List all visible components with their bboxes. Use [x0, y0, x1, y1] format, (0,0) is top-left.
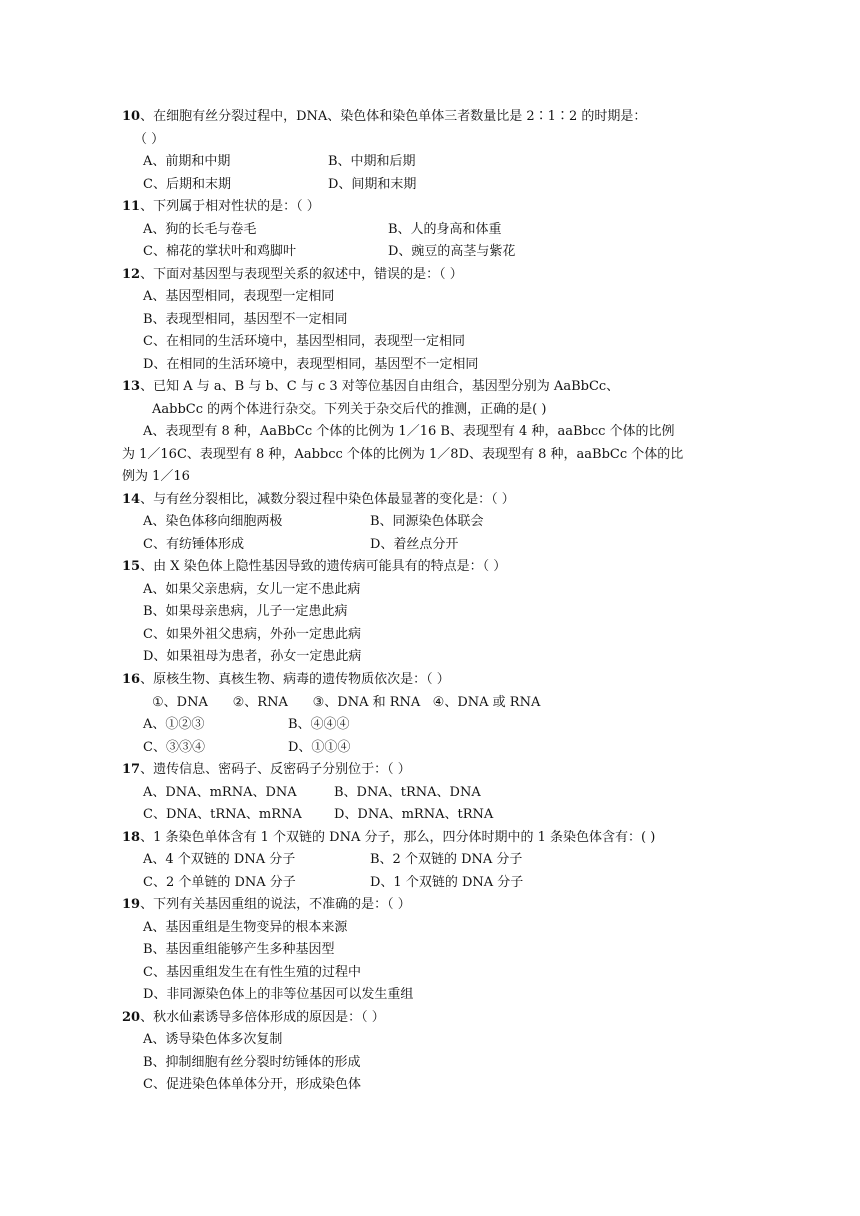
- option-a: A、基因型相同，表现型一定相同: [143, 289, 335, 304]
- option-d: D、间期和末期: [328, 177, 417, 192]
- option-c: C、DNA、tRNA、mRNA: [143, 807, 302, 822]
- question-text: 、秋水仙素诱导多倍体形成的原因是：（ ）: [140, 1010, 385, 1025]
- question-10: [122, 108, 646, 126]
- question-text: 、下面对基因型与表现型关系的叙述中，错误的是：（ ）: [140, 267, 463, 282]
- question-number: 18: [122, 830, 141, 845]
- question-number: 13: [122, 379, 141, 394]
- option-a: A、狗的长毛与卷毛: [143, 222, 257, 237]
- question-text: 、原核生物、真核生物、病毒的遗传物质依次是：（ ）: [140, 672, 450, 687]
- option-c: C、2 个单链的 DNA 分子: [143, 875, 296, 890]
- option-c: C、有纺锤体形成: [143, 537, 244, 552]
- question-16: [122, 671, 450, 689]
- question-number: 19: [122, 897, 141, 912]
- option-b: B、抑制细胞有丝分裂时纺锤体的形成: [143, 1055, 361, 1070]
- question-cont: AabbCc 的两个体进行杂交。下列关于杂交后代的推测，正确的是( ): [152, 402, 547, 417]
- question-number: 12: [122, 267, 141, 282]
- option-a: A、4 个双链的 DNA 分子: [143, 852, 296, 867]
- sub-items: ①、DNA ②、RNA ③、DNA 和 RNA ④、DNA 或 RNA: [152, 695, 541, 710]
- option-d: D、1 个双链的 DNA 分子: [370, 875, 524, 890]
- question-text: 、已知 A 与 a、B 与 b、C 与 c 3 对等位基因自由组合，基因型分别为 AaBbCc、: [140, 379, 620, 394]
- option-c: C、促进染色体单体分开，形成染色体: [143, 1077, 361, 1092]
- question-text: 、在细胞有丝分裂过程中，DNA、染色体和染色单体三者数量比是 2∶1∶2 的时期是：: [140, 109, 647, 124]
- question-number: 14: [122, 492, 141, 507]
- option-b: B、中期和后期: [328, 154, 416, 169]
- option-c: C、③③④: [143, 740, 205, 755]
- question-18: [122, 829, 655, 847]
- option-c: C、基因重组发生在有性生殖的过程中: [143, 965, 361, 980]
- option-d: D、在相同的生活环境中，表现型相同，基因型不一定相同: [143, 357, 479, 372]
- option-b: B、如果母亲患病，儿子一定患此病: [143, 604, 348, 619]
- option-a: A、①②③: [143, 717, 205, 732]
- question-cont: （ ）: [134, 132, 165, 147]
- question-12: [122, 266, 463, 284]
- option-b: B、④④④: [288, 717, 350, 732]
- option-a: A、染色体移向细胞两极: [143, 514, 283, 529]
- option-line: A、表现型有 8 种，AaBbCc 个体的比例为 1／16 B、表现型有 4 种，aaBbcc 个体的比例: [143, 424, 675, 439]
- option-d: D、着丝点分开: [370, 537, 459, 552]
- question-text: 、与有丝分裂相比，减数分裂过程中染色体最显著的变化是：（ ）: [140, 492, 515, 507]
- option-d: D、豌豆的高茎与紫花: [388, 244, 516, 259]
- option-d: D、DNA、mRNA、tRNA: [334, 807, 494, 822]
- question-20: [122, 1009, 385, 1027]
- option-a: A、基因重组是生物变异的根本来源: [143, 920, 348, 935]
- option-a: A、诱导染色体多次复制: [143, 1032, 283, 1047]
- option-a: A、如果父亲患病，女儿一定不患此病: [143, 582, 361, 597]
- option-c: C、在相同的生活环境中，基因型相同，表现型一定相同: [143, 334, 465, 349]
- question-text: 、下列属于相对性状的是：（ ）: [140, 199, 320, 214]
- question-13: [122, 378, 619, 396]
- question-19: [122, 896, 411, 914]
- option-c: C、后期和末期: [143, 177, 231, 192]
- question-number: 11: [122, 199, 141, 214]
- option-line: 为 1／16C、表现型有 8 种，Aabbcc 个体的比例为 1／8D、表现型有 8 种，aaBbCc 个体的比: [122, 447, 684, 462]
- option-d: D、非同源染色体上的非等位基因可以发生重组: [143, 987, 414, 1002]
- question-number: 10: [122, 109, 141, 124]
- option-b: B、基因重组能够产生多种基因型: [143, 942, 335, 957]
- question-number: 17: [122, 762, 141, 777]
- question-number: 15: [122, 559, 141, 574]
- question-number: 20: [122, 1010, 141, 1025]
- option-a: A、DNA、mRNA、DNA: [143, 785, 297, 800]
- question-14: [122, 491, 515, 509]
- option-line: 例为 1／16: [122, 469, 190, 484]
- option-b: B、2 个双链的 DNA 分子: [370, 852, 523, 867]
- option-a: A、前期和中期: [143, 154, 231, 169]
- question-15: [122, 558, 506, 576]
- option-d: D、如果祖母为患者，孙女一定患此病: [143, 649, 362, 664]
- option-b: B、人的身高和体重: [388, 222, 502, 237]
- question-17: [122, 761, 411, 779]
- question-text: 、遗传信息、密码子、反密码子分别位于：（ ）: [140, 762, 411, 777]
- question-11: [122, 198, 320, 216]
- question-number: 16: [122, 672, 141, 687]
- option-b: B、DNA、tRNA、DNA: [334, 785, 481, 800]
- option-b: B、同源染色体联会: [370, 514, 484, 529]
- question-text: 、下列有关基因重组的说法，不准确的是：（ ）: [140, 897, 411, 912]
- option-d: D、①①④: [288, 740, 351, 755]
- question-text: 、由 X 染色体上隐性基因导致的遗传病可能具有的特点是：（ ）: [140, 559, 507, 574]
- option-c: C、如果外祖父患病，外孙一定患此病: [143, 627, 361, 642]
- question-text: 、1 条染色单体含有 1 个双链的 DNA 分子，那么，四分体时期中的 1 条染色体含有：( ): [140, 830, 656, 845]
- option-c: C、棉花的掌状叶和鸡脚叶: [143, 244, 296, 259]
- option-b: B、表现型相同，基因型不一定相同: [143, 312, 348, 327]
